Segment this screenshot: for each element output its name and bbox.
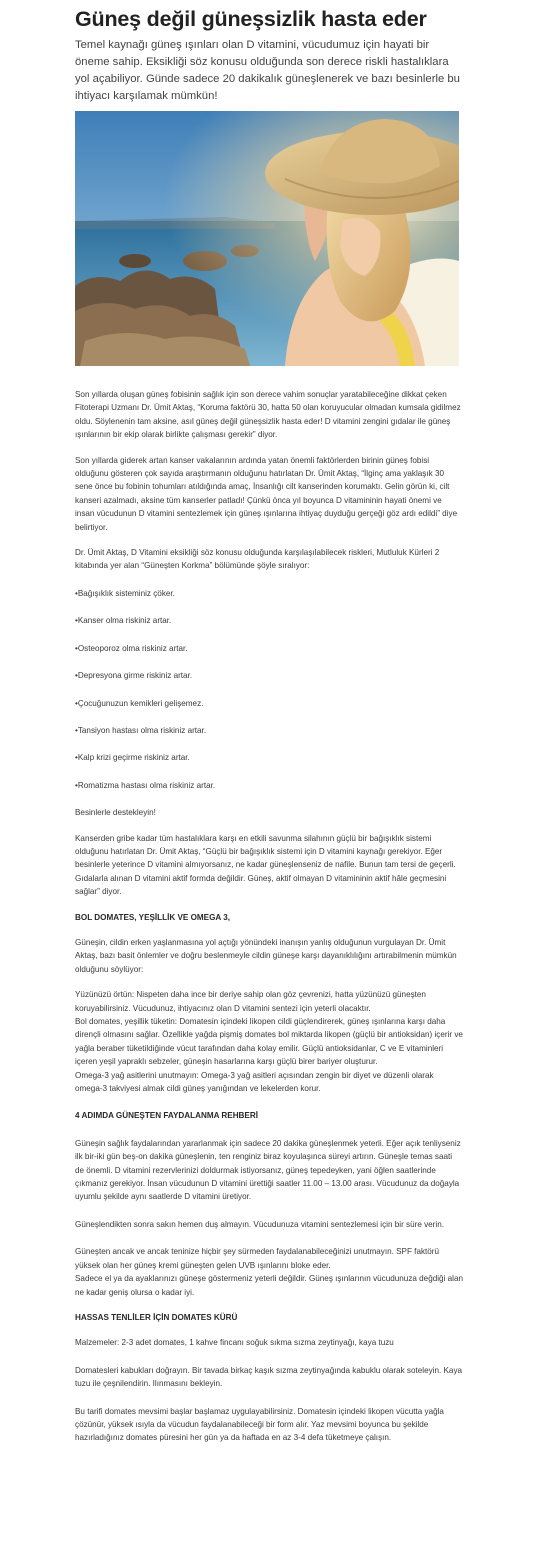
paragraph: Bu tarifi domates mevsimi başlar başlamaz uygulayabilirsiniz. Domatesin içindeki likopen vücutta yağla çözünür, yüksek ısıyla da vücudun faydalanabileceği bir form alır. Yaz mevsimi boyunca bu şekilde hazırladığınız domates püresini her gün ya da haftada en az 3-4 defa tüketmeye çalışın. [75, 1406, 444, 1443]
list-item: •Depresyona girme riskiniz artar. [75, 671, 193, 681]
section-heading: BOL DOMATES, YEŞİLLİK VE OMEGA 3, [75, 912, 230, 922]
article-title: Güneş değil güneşsizlik hasta eder [75, 7, 427, 31]
paragraph: Güneşin sağlık faydalarından yararlanmak için sadece 20 dakika güneşlenmek yeterli. Eğer açık tenliyseniz ilk bir-iki gün beş-on dakika güneşlenin, ten renginiz biraz koyulaşınca süreyi artırın. Güneşle temas saati de önemli. D vitamini rezervlerinizi doldurmak istiyorsanız, güneş tepedeyken, yani öğlen saatlerinde çıkmanız gerekiyor. İnsan vücudunun D vitamini ürettiği saatler 11.00 – 13.00 arası. Vücudunuz da doğayla uyumlu şekilde aynı saatlerde D vitamini üretiyor. [75, 1138, 461, 1202]
paragraph: Besinlerle destekleyin! [75, 808, 156, 818]
list-item: •Çocuğunuzun kemikleri gelişemez. [75, 698, 204, 708]
paragraph: Malzemeler: 2-3 adet domates, 1 kahve fincanı soğuk sıkma sızma zeytinyağı, kaya tuzu [75, 1338, 394, 1348]
paragraph: Güneşin, cildin erken yaşlanmasına yol açtığı yönündeki inanışın yanlış olduğunun vurgulayan Dr. Ümit Aktaş, bazı basit önlemler ve doğru beslenmeyle cildin güneşe karşı dayanıklılığını artırabilmenin mümkün olduğunu söylüyor: [75, 937, 457, 974]
list-item: •Kalp krizi geçirme riskiniz artar. [75, 753, 190, 763]
paragraph: Yüzünüzü örtün: Nispeten daha ince bir deriye sahip olan göz çevrenizi, hatta yüzünüzü güneşten koruyabilirsiniz. Vücudunuz, ihtiyacınız olan D vitamini sentezi için yeterli olacaktır. [75, 990, 426, 1013]
paragraph: Domatesleri kabukları doğrayın. Bir tavada birkaç kaşık sızma zeytinyağında kabuklu olarak soteleyin. Kaya tuzu ile çeşnilendirin. Ilınmasını bekleyin. [75, 1365, 463, 1389]
list-item: •Bağışıklık sisteminiz çöker. [75, 588, 175, 598]
paragraph: Kanserden gribe kadar tüm hastalıklara karşı en etkili savunma silahının güçlü bir bağışıklık sistemi olduğunu hatırlatan Dr. Ümit Aktaş, “Güçlü bir bağışıklık sistemi için D vitamini kaynağı gerekiyor. Eğer besinlerle yeterince D vitamini almıyorsanız, ne kadar güneşlenseniz de nafile. Bunun tam tersi de geçerli. Gıdalarla alınan D vitamini aktif formda değildir. Güneş, aktif olmayan D vitamininin aktif hâle geçmesini sağlar” diyor. [75, 833, 456, 897]
list-item: •Osteoporoz olma riskiniz artar. [75, 643, 188, 653]
paragraph: Güneşten ancak ve ancak teninize hiçbir şey sürmeden faydalanabileceğinizi unutmayın. SPF faktörü yüksek olan her güneş kremi güneşten gelen UVB ışınlarını bloke eder. [75, 1247, 440, 1270]
paragraph: Bol domates, yeşillik tüketin: Domatesin içindeki likopen cildi güçlendirerek, güneş ışınlarına karşı daha dirençli olmasını sağlar. Özellikle yağda pişmiş domates bol miktarda likopen (güçlü bir antioksidan) içerir ve yağla beraber tüketildiğinde vücut tarafından daha kolay emilir. Güçlü antioksidanlar, C ve E vitaminleri içeren yeşil yapraklı sebzeler, güneşin hasarlarına karşı güçlü birer bariyer oluşturur. [75, 1017, 463, 1067]
paragraph: Sadece el ya da ayaklarınızı güneşe göstermeniz yeterli değildir. Güneş ışınlarının vücudunuza değdiği alan ne kadar geniş olursa o kadar iyi. [75, 1274, 463, 1297]
photo-woman-sunhat-seaside-icon [75, 111, 459, 366]
paragraph: Son yıllarda giderek artan kanser vakalarının ardında yatan önemli faktörlerden birinin güneş fobisi olduğunu gösteren çok sayıda araştırmanın olduğunu hatırlatan Dr. Ümit Aktaş, “İlginç ama yaklaşık 30 sene önce bu fobinin tohumları atıldığında amaç, İnsanlığı cilt kanserinden korumaktı. Gelin görün ki, cilt kanseri azalmadı, aksine tüm kanserler patladı! Çünkü önca yıl boyunca D vitamininin hayati önemi ve insan vücudunun D vitamini sentezlemek için güneş ışınlarına ihtiyaç duyduğu gerçeği göz ardı edildi” diye belirtiyor. [75, 455, 458, 532]
hero-image [75, 111, 459, 366]
list-item: •Tansiyon hastası olma riskiniz artar. [75, 725, 207, 735]
article-body [75, 388, 463, 1445]
article [75, 0, 463, 1445]
paragraph: Son yıllarda oluşan güneş fobisinin sağlık için son derece vahim sonuçlar yaratabileceğine dikkat çeken Fitoterapi Uzmanı Dr. Ümit Aktaş, “Koruma faktörü 30, hatta 50 olan koruyucular olmadan kumsala gidilmez oldu. Söylenenin tam aksine, asıl güneş değil güneşsizlik hasta eder! D vitamini zengini gıdalar ile güneş ışınlarının bir ekip olarak birlikte çalışması gerekir” diyor. [75, 390, 461, 440]
list-item: •Romatizma hastası olma riskiniz artar. [75, 780, 216, 790]
section-heading: 4 ADIMDA GÜNEŞTEN FAYDALANMA REHBERİ [75, 1111, 258, 1121]
list-item: •Kanser olma riskiniz artar. [75, 616, 172, 626]
paragraph: Güneşlendikten sonra sakın hemen duş almayın. Vücudunuza vitamini sentezlemesi için bir süre verin. [75, 1219, 444, 1229]
article-lead: Temel kaynağı güneş ışınları olan D vitamini, vücudumuz için hayati bir öneme sahip. Eksikliği söz konusu olduğunda son derece riskli hastalıklara yol açabiliyor. Günde sadece 20 dakikalık güneşlenerek ve bazı besinlerle bu ihtiyacı karşılamak mümkün! [75, 39, 460, 102]
section-heading: HASSAS TENLİLER İÇİN DOMATES KÜRÜ [75, 1312, 238, 1322]
paragraph: Omega-3 yağ asitlerini unutmayın: Omega-3 yağ asitleri açısından zengin bir diyet ve düzenli olarak omega-3 takviyesi almak cildi güneş yanığından ve lekelerden korur. [75, 1070, 434, 1094]
paragraph: Dr. Ümit Aktaş, D Vitamini eksikliği söz konusu olduğunda karşılaşılabilecek riskleri, Mutluluk Kürleri 2 kitabında yer alan “Güneşten Korkma” bölümünde şöyle sıralıyor: [75, 548, 440, 571]
